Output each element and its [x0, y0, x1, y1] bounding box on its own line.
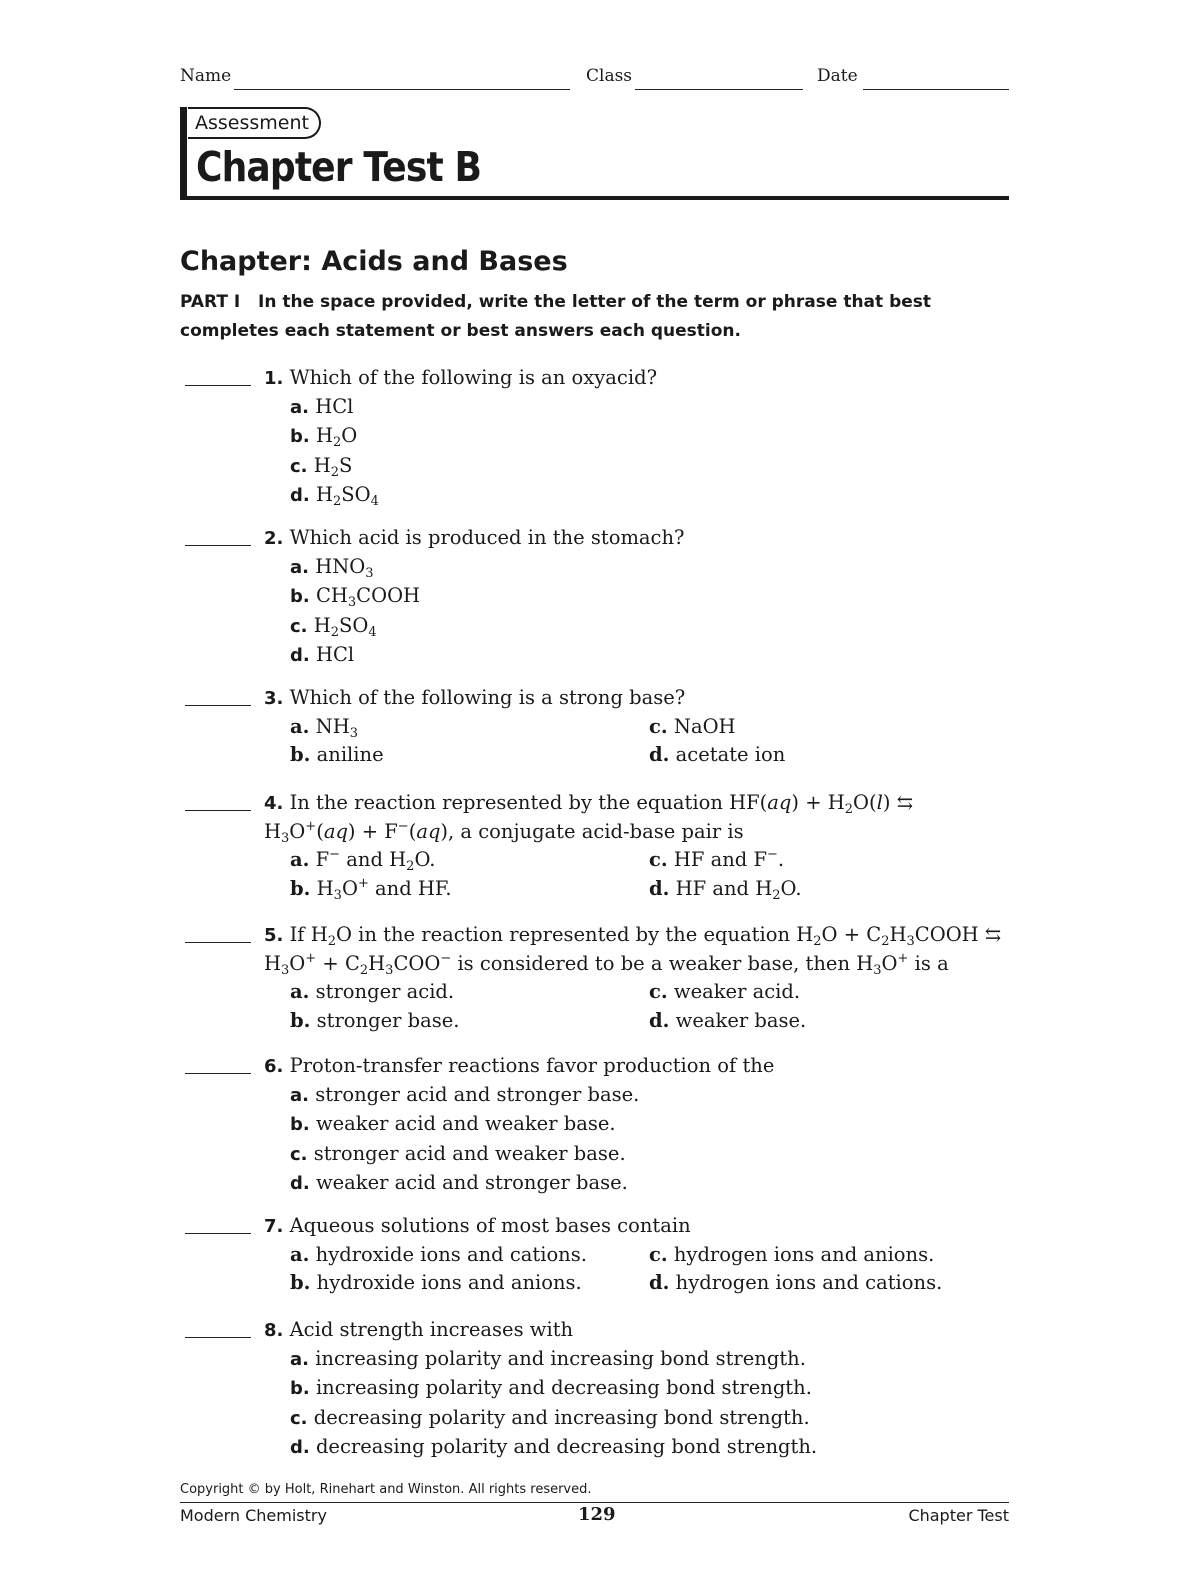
answer-option	[290, 452, 1010, 481]
option-letter: a.	[290, 1243, 310, 1267]
option-letter: a.	[290, 1085, 309, 1107]
page-title: Chapter Test B	[196, 143, 482, 191]
instructions	[180, 288, 1000, 346]
class-field[interactable]	[635, 89, 803, 90]
question-5	[180, 921, 1010, 1035]
answer-blank[interactable]	[185, 1337, 251, 1338]
option-text: HF and $H_2O$.	[675, 876, 802, 903]
option-letter: b.	[290, 1271, 311, 1295]
option-letter: c.	[649, 715, 668, 739]
question-stem	[264, 1316, 1010, 1345]
option-text: hydrogen ions and cations.	[675, 1271, 943, 1295]
option-letter: b.	[290, 1008, 311, 1032]
date-field[interactable]	[863, 89, 1009, 90]
option-text: HF and F−.	[673, 847, 785, 872]
question-text: Proton-transfer reactions favor production of the	[289, 1054, 775, 1077]
option-text: weaker base.	[675, 1008, 807, 1032]
option-text: stronger acid.	[315, 980, 455, 1004]
answer-option	[290, 846, 649, 874]
answer-option	[649, 741, 785, 769]
answer-option	[290, 1269, 649, 1297]
answer-blank[interactable]	[185, 1073, 251, 1074]
answer-blank[interactable]	[185, 385, 251, 386]
answer-option	[290, 1374, 1010, 1403]
question-stem	[264, 1052, 1010, 1081]
option-text: HCl	[315, 395, 354, 419]
option-row	[290, 978, 1010, 1006]
question-1	[180, 364, 1010, 510]
option-text: $CH_3COOH$	[315, 584, 421, 611]
option-row	[290, 741, 1010, 769]
option-text: hydroxide ions and anions.	[316, 1271, 582, 1295]
answer-option	[290, 1345, 1010, 1374]
question-number: 8.	[264, 1320, 284, 1341]
option-letter: a.	[290, 980, 310, 1004]
answer-option	[649, 846, 784, 874]
option-letter: d.	[290, 1172, 310, 1194]
answer-option	[290, 741, 649, 769]
question-8	[180, 1316, 1010, 1462]
option-letter: d.	[290, 1436, 310, 1458]
page-number: 129	[578, 1504, 616, 1525]
option-text: hydrogen ions and anions.	[673, 1243, 935, 1267]
answer-option	[649, 713, 736, 741]
answer-option	[290, 1241, 649, 1269]
class-label: Class	[586, 66, 633, 86]
question-3	[180, 684, 1010, 770]
chapter-heading: Chapter: Acids and Bases	[180, 246, 568, 277]
option-text: decreasing polarity and decreasing bond strength.	[315, 1434, 818, 1458]
section-label: Chapter Test	[908, 1506, 1009, 1525]
answer-blank[interactable]	[185, 810, 251, 811]
question-text: Which of the following is a strong base?	[289, 686, 686, 709]
option-letter: b.	[290, 586, 310, 608]
question-text: Acid strength increases with	[289, 1318, 574, 1341]
answer-option	[290, 1433, 1010, 1462]
question-stem	[264, 1212, 1010, 1241]
question-2	[180, 524, 1010, 670]
option-letter: b.	[290, 1114, 310, 1136]
option-letter: d.	[649, 1008, 670, 1032]
option-text: stronger base.	[316, 1008, 460, 1032]
question-text: Which acid is produced in the stomach?	[289, 526, 685, 549]
question-6	[180, 1052, 1010, 1198]
question-number: 6.	[264, 1056, 284, 1077]
option-text: weaker acid and weaker base.	[315, 1112, 616, 1136]
option-text: hydroxide ions and cations.	[315, 1243, 587, 1267]
date-label: Date	[817, 66, 858, 86]
option-letter: a.	[290, 1349, 309, 1371]
option-text: $H_2SO_4$	[313, 613, 377, 640]
option-text: $H_3O^+$ and HF.	[316, 875, 452, 903]
answer-option	[649, 1241, 934, 1269]
option-letter: d.	[649, 1271, 670, 1295]
answer-option	[290, 553, 1010, 582]
question-stem	[264, 921, 1010, 978]
option-text: weaker acid.	[673, 980, 801, 1004]
option-text: HCl	[315, 642, 355, 666]
question-number: 1.	[264, 368, 284, 389]
instructions-text: In the space provided, write the letter of the term or phrase that best completes each statement or best answers each question.	[180, 292, 932, 341]
option-letter: c.	[290, 455, 308, 477]
answer-option	[649, 1007, 806, 1035]
answer-option	[290, 875, 649, 903]
option-text: F− and $H_2O$.	[315, 847, 436, 875]
answer-option	[290, 1081, 1010, 1110]
answer-option	[290, 1140, 1010, 1169]
option-text: aniline	[316, 743, 384, 767]
option-letter: a.	[290, 397, 309, 419]
option-row	[290, 713, 1010, 741]
title-bar-horizontal	[180, 196, 1009, 200]
option-letter: c.	[649, 1243, 668, 1267]
answer-option	[290, 1404, 1010, 1433]
option-text: $HNO_3$	[315, 555, 374, 582]
answer-blank[interactable]	[185, 1233, 251, 1234]
option-letter: d.	[649, 743, 670, 767]
option-text: $H_2SO_4$	[315, 482, 379, 509]
option-text: increasing polarity and decreasing bond strength.	[315, 1376, 812, 1400]
option-text: stronger acid and weaker base.	[313, 1141, 626, 1165]
question-stem	[264, 789, 1010, 846]
option-letter: a.	[290, 715, 310, 739]
answer-option	[290, 1110, 1010, 1139]
footer-rule	[180, 1502, 1009, 1503]
option-letter: b.	[290, 1378, 310, 1400]
option-row	[290, 1007, 1010, 1035]
option-letter: d.	[649, 876, 670, 900]
name-field[interactable]	[234, 89, 570, 90]
copyright: Copyright © by Holt, Rinehart and Winston. All rights reserved.	[180, 1482, 592, 1497]
option-row	[290, 1269, 1010, 1297]
option-row	[290, 875, 1010, 903]
answer-option	[290, 713, 649, 741]
title-bar-vertical	[180, 107, 187, 199]
option-letter: c.	[290, 1407, 308, 1429]
option-text: NaOH	[673, 715, 736, 739]
answer-blank[interactable]	[185, 705, 251, 706]
option-text: weaker acid and stronger base.	[315, 1170, 628, 1194]
option-text: increasing polarity and increasing bond strength.	[315, 1347, 806, 1371]
option-letter: d.	[290, 484, 310, 506]
book-title: Modern Chemistry	[180, 1506, 327, 1525]
option-text: $H_2O$	[315, 424, 358, 451]
question-number: 4.	[264, 793, 284, 814]
answer-option	[290, 422, 1010, 451]
question-stem	[264, 364, 1010, 393]
question-stem	[264, 524, 1010, 553]
option-letter: b.	[290, 743, 311, 767]
option-letter: d.	[290, 644, 310, 666]
option-letter: a.	[290, 557, 309, 579]
question-text: If $H_2O$ in the reaction represented by the equation $H_2O$ + $C_2H_3COOH$ ⇆ $H_3O^+ + C_2H_3COO^-$ is considered to be a weaker base, then $H_3O^+$ is a	[264, 923, 1002, 979]
option-letter: c.	[649, 848, 668, 872]
answer-option	[290, 1169, 1010, 1198]
option-letter: b.	[290, 876, 311, 900]
answer-option	[290, 612, 1010, 641]
option-letter: a.	[290, 848, 310, 872]
option-row	[290, 1241, 1010, 1269]
answer-option	[290, 641, 1010, 670]
answer-option	[649, 1269, 942, 1297]
option-row	[290, 846, 1010, 874]
question-number: 7.	[264, 1216, 284, 1237]
question-number: 5.	[264, 925, 284, 946]
question-7	[180, 1212, 1010, 1298]
option-letter: c.	[290, 1143, 308, 1165]
question-stem	[264, 684, 1010, 713]
answer-option	[649, 875, 802, 903]
option-letter: c.	[649, 980, 668, 1004]
question-text: Aqueous solutions of most bases contain	[289, 1214, 691, 1237]
option-text: stronger acid and stronger base.	[315, 1083, 640, 1107]
assessment-tab: Assessment	[188, 107, 321, 139]
question-text: In the reaction represented by the equation $HF(aq) + H_2O(l)$ ⇆ $H_3O^+(aq) + F^-(aq)$, a conjugate acid-base pair is	[264, 791, 914, 847]
option-text: $NH_3$	[315, 715, 358, 742]
part-label: PART I	[180, 292, 241, 312]
question-4	[180, 789, 1010, 903]
answer-blank[interactable]	[185, 545, 251, 546]
question-number: 3.	[264, 688, 284, 709]
question-number: 2.	[264, 528, 284, 549]
question-text: Which of the following is an oxyacid?	[289, 366, 658, 389]
answer-option	[290, 582, 1010, 611]
name-label: Name	[180, 66, 232, 86]
answer-option	[290, 393, 1010, 422]
option-text: $H_2S$	[313, 453, 353, 480]
answer-option	[290, 1007, 649, 1035]
answer-option	[290, 978, 649, 1006]
option-text: decreasing polarity and increasing bond strength.	[313, 1405, 810, 1429]
option-text: acetate ion	[675, 743, 786, 767]
answer-option	[290, 481, 1010, 510]
answer-option	[649, 978, 800, 1006]
answer-blank[interactable]	[185, 942, 251, 943]
option-letter: c.	[290, 615, 308, 637]
option-letter: b.	[290, 426, 310, 448]
